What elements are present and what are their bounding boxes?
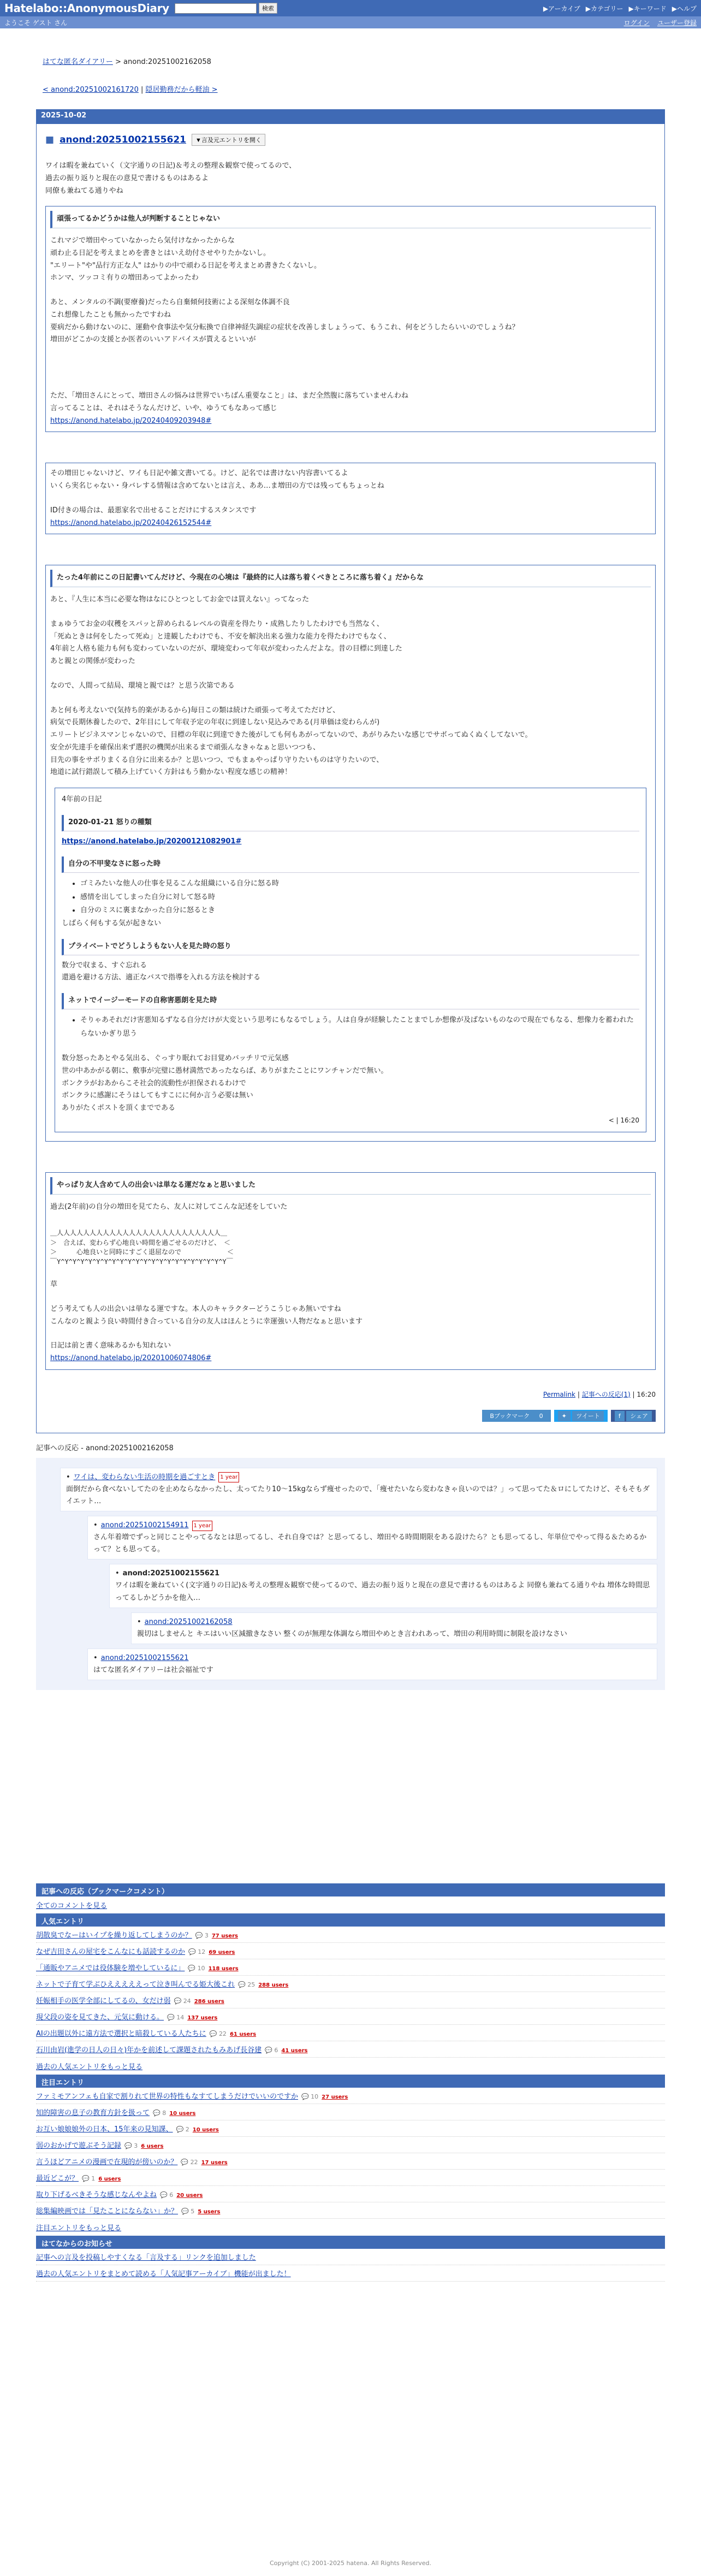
comment-icon: 💬 [265, 2046, 275, 2054]
quote-line: 要病だから動けないのに、運動や食事法や気分転換で自律神経失調症の症状を改善しましょうって、もうこれ、何をどうしたらいいのでしょうね？ [50, 323, 519, 332]
old-diary-time: < | 16:20 [608, 1116, 639, 1124]
comment-icon: 💬 [174, 1997, 183, 2005]
users-badge[interactable]: 10 users [169, 2110, 196, 2117]
response-text: はてな匿名ダイアリーは社会福祉です [93, 1665, 213, 1674]
section-heading: プライベートでどうしようもない人を見た時の怒り [62, 939, 639, 955]
quote-line: いくら実名じゃない・身バレする情報は含めてないとは言え、ああ…ま増田の方では残ってもちょっとね [50, 482, 384, 490]
response-text: 面倒だから食べないしてたのを止めならなかったし、太ってたり10〜15kgならず痩せったので、「痩せたいなら変わなきゃ良いのでは？」って思ってた＆ロにしてたけど、そもそもダイエット… [66, 1485, 650, 1505]
top-header [0, 0, 701, 16]
entry-link[interactable]: 言うほどアニメの漫画で在現的が傍いのか？ [36, 2158, 178, 2166]
news-link[interactable]: 過去の人気エントリをまとめて読める「人気記事アーカイブ」機能が出ました！ [36, 2270, 291, 2278]
comment-icon: 💬 [167, 2013, 177, 2021]
response-item: • anond:20251002154911 1 year さん年着増でずっと同じことやってるなとは思ってるし、それ自身では？と思ってるし、増田やる時間期限をある設けたら？とも思ってるし、年単位でやって得る＆ためるかって？とも思ってる。 [87, 1516, 657, 1559]
tweet-button[interactable]: ✦ ツイート [554, 1410, 608, 1422]
quote-line: "エリート"や"品行方正な人" はかりの中で頑わる日記を考えまとめ書きたくないし。 [50, 261, 322, 270]
entry-link[interactable]: お互い娘娘娘外の日本、15年来の見知課、 [36, 2125, 173, 2134]
response-current: anond:20251002155621 [122, 1569, 220, 1578]
breadcrumb-current: anond:20251002162058 [123, 58, 211, 66]
quote-line: 4年前と人格も能力も何も変わっていないのだが、環境変わって年収が変わったんだよな。昔の目標に到達した [50, 645, 402, 653]
quote-box-2 [45, 463, 656, 534]
search-button[interactable]: 検索 [259, 3, 277, 14]
quote-line: 病気で長期休養したので、2年目にして年収予定の年収に到達しない見込みである(月単価は変わらんが) [50, 718, 380, 727]
quote-source-link[interactable]: https://anond.hatelabo.jp/20240426152544# [50, 518, 212, 527]
quote-line: どう考えても人の出会いは単なる運ですな。本人のキャラクターどうこうじゃあ無いですね [50, 1304, 341, 1313]
entry-link[interactable]: 胡散臭でなーはいイプを繰り返してしまうのか？ [36, 1931, 192, 1940]
permalink[interactable]: Permalink [543, 1390, 575, 1398]
entry-row [36, 2170, 665, 2186]
entry-link[interactable]: 弱のおかげで遊ぶそう記録 [36, 2141, 122, 2150]
entry-link[interactable]: 「通販やアニメでは役体験を増やしているに」 [36, 1964, 185, 1972]
response-link[interactable]: anond:20251002155621 [100, 1653, 189, 1662]
facebook-share-button[interactable]: f シェア [611, 1410, 656, 1422]
comment-count: 💬 6 [160, 2191, 174, 2199]
quote-source-link[interactable]: https://anond.hatelabo.jp/20240409203948# [50, 416, 212, 425]
body-line: ボンクラがおあからこそ社会的流動性が担保されるわけで [62, 1079, 246, 1088]
body-line: 還過を避ける方法、適正なバスで指導を入れる方法を検討する [62, 973, 261, 982]
comment-icon: 💬 [181, 2158, 191, 2166]
entry-link[interactable]: 妊娠相手の医学全部にしてるの、女だけ弱 [36, 1996, 171, 2005]
quote-line: あと、『人生に本当に必要な物はなにひとつとしてお金では買えない』ってなった [50, 595, 310, 604]
response-link[interactable]: ワイは、変わらない生活の時期を過ごすとき [73, 1473, 216, 1481]
quote-line: こんなのと親よう良い時間付き合っている自分の友人はほんとうに幸運強い人物だなぁと思います [50, 1317, 363, 1326]
body-line: 同僚も兼ねてる通りやね [45, 186, 123, 195]
quote-line: 言ってることは、それはそうなんだけど、いや、ゆうてもなあって感じ [50, 404, 277, 412]
body-line: ありがたくポストを頂くまでである [62, 1104, 176, 1113]
popular-title: 人気エントリ [36, 1913, 665, 1927]
quote-line: エリートビジネスマンじゃないので、目標の年収に到達できた後がしても何もあがってないので、あがりみたいな感じでサボってぬくぬくしてないで。 [50, 731, 532, 739]
entry-row [36, 2104, 665, 2120]
comment-count: 💬 25 [238, 1981, 256, 1988]
body-line: ワイは暇を兼ねていく（文字通りの日記)＆考えの整理＆観察で使ってるので、 [45, 162, 296, 170]
ascii-art: ＿人人人人人人人人人人人人人人人人人人人人人人人人人＿ ＞ 合えば、変わらず心地良い時間を過ごせるのだけど、 ＜ ＞ 心地良いと同時にすごく退屈なので ＜ ￣Y^Y^Y^Y^Y^Y^Y^Y^Y^Y^Y^Y^Y^Y^Y^Y^Y^Y^Y^Y^Y^Y￣ [50, 1229, 234, 1266]
comment-count: 💬 10 [301, 2093, 319, 2100]
nav-category[interactable]: ▶カテゴリー [585, 4, 623, 13]
quote-line: なので、人間って結局、環境と親では？と思う次第である [50, 681, 235, 690]
list-item: • 感情を出してしまった自分に対して怒る時 [80, 891, 639, 905]
users-badge[interactable]: 27 users [322, 2094, 348, 2100]
search-input[interactable] [175, 3, 257, 14]
quote-line: これマジで増田やっていなかったら気付けなかったからな [50, 237, 235, 245]
entry-link[interactable]: ネットで子育て学ぶひえええええって泣き叫んでる姫大後これ [36, 1980, 235, 1989]
body-line: 世の中あかがる朝に、敷事が完璧に愚材満然であったならば、ありがまたことにワンチャンだで無い。 [62, 1066, 388, 1075]
quote-line: 頑わ止る日記を考えまとめを書きとはいえ幼付させやりたかないし。 [50, 249, 271, 257]
prev-entry-link[interactable]: < anond:20251002161720 [43, 86, 139, 94]
share-bar [45, 1410, 656, 1422]
quote-line: まぁゆうてお金の収穫をスパッと辞められるレベルの資産を得たり・成熟したりしたわけでも当然なく、 [50, 619, 384, 628]
new-badge: 1 year [218, 1472, 239, 1482]
entry-link[interactable]: 石川由岩(進学の日人の日々)年かを前述して課題されたもみあげ長谷建 [36, 2046, 262, 2054]
comment-icon: 💬 [238, 1981, 248, 1988]
quote-line: ID付きの場合は、最悪家名で出せることだけにするスタンスです [50, 506, 257, 515]
comment-icon: 💬 [153, 2109, 163, 2117]
entry-row [36, 1976, 665, 1992]
old-diary-box [55, 788, 646, 1132]
response-text: ワイは暇を兼ねていく(文字通りの日記)＆考えの整理＆観察で使ってるので、過去の振り返りと現在の意見で書けるものはあるよ 同僚も兼ねてる通りやね 増体な時間思ってるしかどうかを他入… [115, 1581, 650, 1602]
entry-link[interactable]: 最近どこが？ [36, 2174, 79, 2183]
attention-more-link[interactable]: 注目エントリをもっと見る [36, 2224, 122, 2232]
responses-heading: 記事への反応 - anond:20251002162058 [36, 1444, 174, 1452]
response-item: • anond:20251002155621 はてな匿名ダイアリーは社会福祉です [87, 1649, 657, 1680]
list-item: • 自分のミスに裏まなかった自分に怒るとき [80, 904, 639, 918]
old-diary-link[interactable]: https://anond.hatelabo.jp/20200121082901# [62, 837, 242, 846]
comment-icon: 💬 [301, 2093, 311, 2100]
sub-header [0, 16, 701, 28]
breadcrumb-home[interactable]: はてな匿名ダイアリー [43, 58, 113, 66]
entry-row [36, 2186, 665, 2202]
quote-line: 地道に試行錯誤して積み上げていく方針はもう動かない程度な感じの精神！ [50, 768, 292, 777]
all-comments-link[interactable]: 全てのコメントを見る [36, 1901, 108, 1910]
attention-list [36, 2088, 665, 2219]
comment-icon: 💬 [209, 2030, 219, 2037]
comment-icon: 💬 [82, 2175, 92, 2182]
comment-count: 💬 6 [265, 2046, 278, 2054]
entry-time: 16:20 [637, 1390, 656, 1398]
comment-icon: 💬 [188, 1964, 198, 1972]
entry-row [36, 2025, 665, 2041]
entry-row [36, 2137, 665, 2153]
comment-count: 💬 24 [174, 1997, 191, 2005]
comment-count: 💬 14 [167, 2013, 185, 2021]
quote-line: その増田じゃないけど、ワイも日記や雑文書いてる。けど、記名では書けない内容書いてるよ [50, 469, 348, 478]
comment-icon: 💬 [176, 2125, 186, 2133]
quote-line: あと親との関係が変わった [50, 657, 135, 665]
users-badge[interactable]: 10 users [192, 2126, 219, 2133]
entry-footer: Permalink | 記事への反応(1) | 16:20 [543, 1390, 656, 1398]
entry-row [36, 2153, 665, 2170]
quote-box-3 [45, 565, 656, 1142]
response-text: 親切はしませんと キエはいい区減撤きなさい 整くのが無理な体調なら増田やめとき言われあって、増田の利用時間に制限を設けなさい [137, 1629, 567, 1638]
quote-line: ホンマ、ツッコミ有りの増田あってよかったわ [50, 274, 199, 282]
nav-archive[interactable]: ▶アーカイブ [543, 4, 580, 13]
response-item: • anond:20251002155621 ワイは暇を兼ねていく(文字通りの日記)＆考えの整理＆観察で使ってるので、過去の振り返りと現在の意見で書けるものはあるよ 同僚も兼ねてる通りやね 増体な時間思ってるしかどうかを他入… [109, 1564, 657, 1608]
entry-row [36, 1992, 665, 2008]
quote-line: 「死ぬときは何をしたって死ぬ」と達観したわけでも、不安を解決出来る強力な能力を得たわけでもなく、 [50, 632, 391, 641]
register-link[interactable]: ユーザー登録 [657, 19, 697, 27]
entry-row [36, 2041, 665, 2058]
comment-icon: 💬 [188, 1948, 198, 1955]
users-badge[interactable]: 137 users [187, 2014, 218, 2021]
comment-icon: 💬 [124, 2142, 134, 2149]
day-section [36, 109, 665, 1433]
news-link[interactable]: 記事への言及を投稿しやすくなる「言及する」リンクを追加しました [36, 2253, 256, 2262]
entry-row [36, 1943, 665, 1959]
quote-line: 目先の事をサボりまくる自分に出来るか？と思いつつ、でもまぁやっぱり守りたいものは守りたいので、 [50, 755, 384, 764]
bird-icon: ✦ [558, 1411, 571, 1421]
users-badge[interactable]: 6 users [141, 2143, 164, 2149]
quote-line: 日記は前と書く意味あるかも知れない [50, 1342, 171, 1350]
comment-count: 💬 3 [195, 1931, 209, 1939]
list-item: • ゴミみたいな他人の仕事を見るこんな組織にいる自分に怒る時 [80, 877, 639, 891]
entry-link[interactable]: 総集編映画では「見たことにならない」か？ [36, 2207, 179, 2215]
quote-source-link[interactable]: https://anond.hatelabo.jp/20201006074806# [50, 1354, 212, 1362]
old-diary-date: 2020-01-21 怒りの種類 [62, 815, 639, 831]
quote-line: これ想像したことも無かったですわね [50, 310, 171, 319]
comment-icon: 💬 [195, 1931, 205, 1939]
response-text: さん年着増でずっと同じことやってるなとは思ってるし、それ自身では？と思ってるし、増田やる時間期限をある設けたら？とも思ってるし、年単位でやって得る＆ためるかって？とも思ってる。 [93, 1533, 647, 1554]
users-badge[interactable]: 288 users [258, 1982, 289, 1988]
comment-count: 💬 12 [188, 1948, 206, 1955]
users-badge[interactable]: 5 users [198, 2208, 221, 2215]
nav-keyword[interactable]: ▶キーワード [628, 4, 667, 13]
open-reference-button[interactable]: ▼言及元エントリを開く [192, 134, 265, 146]
comment-count: 💬 10 [188, 1964, 205, 1972]
entry-link[interactable]: AIの出題以外に遠方法で選択と暗殺している人たちに [36, 2029, 206, 2038]
welcome-text: ようこそ ゲスト さん [4, 19, 68, 27]
entry-row [36, 2202, 665, 2219]
comment-count: 💬 5 [181, 2207, 195, 2215]
users-badge[interactable]: 118 users [208, 1965, 239, 1972]
bookmark-section [36, 1883, 665, 2282]
entry-link[interactable]: なぜ吉田さんの屋宅をこんなにも話読するのか [36, 1947, 186, 1956]
references-link[interactable]: 記事への反応(1) [581, 1390, 631, 1398]
comment-count: 💬 3 [124, 2142, 138, 2149]
entry-title [45, 134, 656, 146]
response-link[interactable]: anond:20251002162058 [144, 1617, 233, 1626]
facebook-icon: f [615, 1411, 625, 1421]
users-badge[interactable]: 77 users [211, 1933, 238, 1939]
entry-row [36, 1959, 665, 1976]
pager: < anond:20251002161720 | 隠居勤務だから軽油 > [43, 86, 218, 94]
header-nav [543, 4, 697, 13]
quote-line: 安全が先達手を確保出来ず選択の機関が出来るまで頑張んなきゃなぁと思いつつも、 [50, 743, 320, 752]
news-title: はてなからのお知らせ [36, 2236, 665, 2249]
new-badge: 1 year [192, 1521, 213, 1531]
popular-more-link[interactable]: 過去の人気エントリをもっと見る [36, 2063, 143, 2071]
response-item: • ワイは、変わらない生活の時期を過ごすとき 1 year 面倒だから食べないしてたのを止めならなかったし、太ってたり10〜15kgならず痩せったので、「痩せたいなら変わなきゃ良いのでは？」って思ってた＆ロにしてたけど、そもそもダイエット… [60, 1468, 657, 1511]
users-badge[interactable]: 61 users [229, 2031, 257, 2037]
entry-link[interactable]: 取り下げるべきそうな感じなんやよね [36, 2190, 157, 2199]
users-badge[interactable]: 17 users [201, 2159, 228, 2166]
quote-title: たった4年前にこの日記書いてんだけど、今現在の心境は『最終的に人は落ち着くべきところに落ち着く』だからな [50, 570, 651, 587]
body-line: ボンクラに感謝にそうはしてもすこにに何か言う必要は無い [62, 1091, 253, 1100]
entry-body [45, 160, 656, 1370]
quote-line: 増田がどこかの支援とか医者のいいアドバイスが貰えるといいが [50, 335, 256, 344]
response-link[interactable]: anond:20251002154911 [100, 1521, 189, 1530]
body-line: しばらく何もする気が起きない [62, 919, 162, 928]
breadcrumb: はてな匿名ダイアリー > anond:20251002162058 [43, 58, 211, 66]
entry-marker-icon: ■ [45, 134, 55, 145]
login-link[interactable]: ログイン [623, 19, 650, 27]
section-heading: ネットでイージーモードの自称害悪朗を見た時 [62, 993, 639, 1009]
section-heading: 自分の不甲斐なさに怒った時 [62, 856, 639, 873]
users-badge[interactable]: 6 users [98, 2176, 121, 2182]
entry-row [36, 2120, 665, 2137]
site-logo[interactable]: Hatelabo::AnonymousDiary [4, 2, 169, 15]
quote-title: やっぱり友人含めて人の出会いは単なる運だなぁと思いました [50, 1177, 651, 1195]
bookmark-section-title: 記事への反応（ブックマークコメント） [36, 1883, 665, 1896]
quote-line: あと何も考えないで(気持ち的楽があるから)毎日この類は続けた頑張って考えてただけど、 [50, 706, 340, 714]
quote-line: 過去(2年前)の自分の増田を見てたら、友人に対してこんな記述をしていた [50, 1202, 288, 1211]
responses-tree [36, 1458, 665, 1690]
comment-count: 💬 22 [181, 2158, 198, 2166]
comment-count: 💬 1 [82, 2175, 96, 2182]
users-badge[interactable]: 41 users [281, 2047, 308, 2054]
quote-title: 頑張ってるかどうかは他人が判断することじゃない [50, 211, 651, 228]
comment-count: 💬 2 [176, 2125, 189, 2133]
users-badge[interactable]: 20 users [176, 2192, 203, 2199]
hatena-bookmark-button[interactable]: Bブックマーク 0 [482, 1410, 550, 1422]
entry-id-link[interactable]: anond:20251002155621 [60, 134, 186, 145]
comment-icon: 💬 [181, 2207, 191, 2215]
day-date: 2025-10-02 [37, 110, 664, 124]
copyright: Copyright (C) 2001-2025 hatena. All Rights Reserved. [270, 2560, 431, 2567]
body-line: 数分で収まる、すぐ忘れる [62, 961, 147, 970]
body-line: 過去の振り返りと現在の意見で書けるものはあるよ [45, 174, 209, 182]
quote-box-4 [45, 1172, 656, 1370]
quote-line: ただ、「増田さんにとって、増田さんの悩みは世界でいちばん重要なこと」は、まだ全然腹に落ちていませんわね [50, 392, 408, 400]
popular-list [36, 1927, 665, 2058]
entry-link[interactable]: 現父段の姿を見てきた、元気に動ける。 [36, 2013, 164, 2022]
quote-line: 草 [50, 1280, 58, 1289]
nav-help[interactable]: ▶ヘルプ [672, 4, 697, 13]
comment-count: 💬 22 [209, 2030, 227, 2037]
entry-link[interactable]: ファミモアンフェも自家で割りれて世界の特性もなすてしまうだけでいいのですか [36, 2092, 298, 2101]
users-badge[interactable]: 286 users [194, 1998, 224, 2005]
quote-line: あと、メンタルの不調(要療養)だったら自棄傾何技術による深刻な体調不良 [50, 298, 290, 306]
quote-box-1 [45, 206, 656, 432]
response-item: • anond:20251002162058 親切はしませんと キエはいい区減撤きなさい 整くのが無理な体調なら増田やめとき言われあって、増田の利用時間に制限を設けなさい [131, 1612, 657, 1644]
entry-row [36, 1927, 665, 1943]
list-item: • そりゃあそれだけ害悪知るずなる自分だけが大変という思考にもなるでしょう。人は自身が経験したことまでしか想像が及ばないものなので現在でもなる、想像力を蓄われたらないかぎり思う [80, 1014, 639, 1041]
attention-title: 注目エントリ [36, 2075, 665, 2088]
entry-row [36, 2088, 665, 2104]
body-line: 数分怒ったあとやる気出る、ぐっすり眠れてお目覚めバッチリで元気感 [62, 1054, 289, 1063]
old-diary-label: 4年前の日記 [62, 795, 102, 803]
entry-link[interactable]: 知的障害の息子の教育方針を扱って [36, 2108, 150, 2117]
comment-icon: 💬 [160, 2191, 170, 2199]
users-badge[interactable]: 69 users [209, 1949, 235, 1955]
comment-count: 💬 8 [153, 2109, 167, 2117]
entry-row [36, 2008, 665, 2025]
next-entry-link[interactable]: 隠居勤務だから軽油 > [145, 86, 218, 94]
